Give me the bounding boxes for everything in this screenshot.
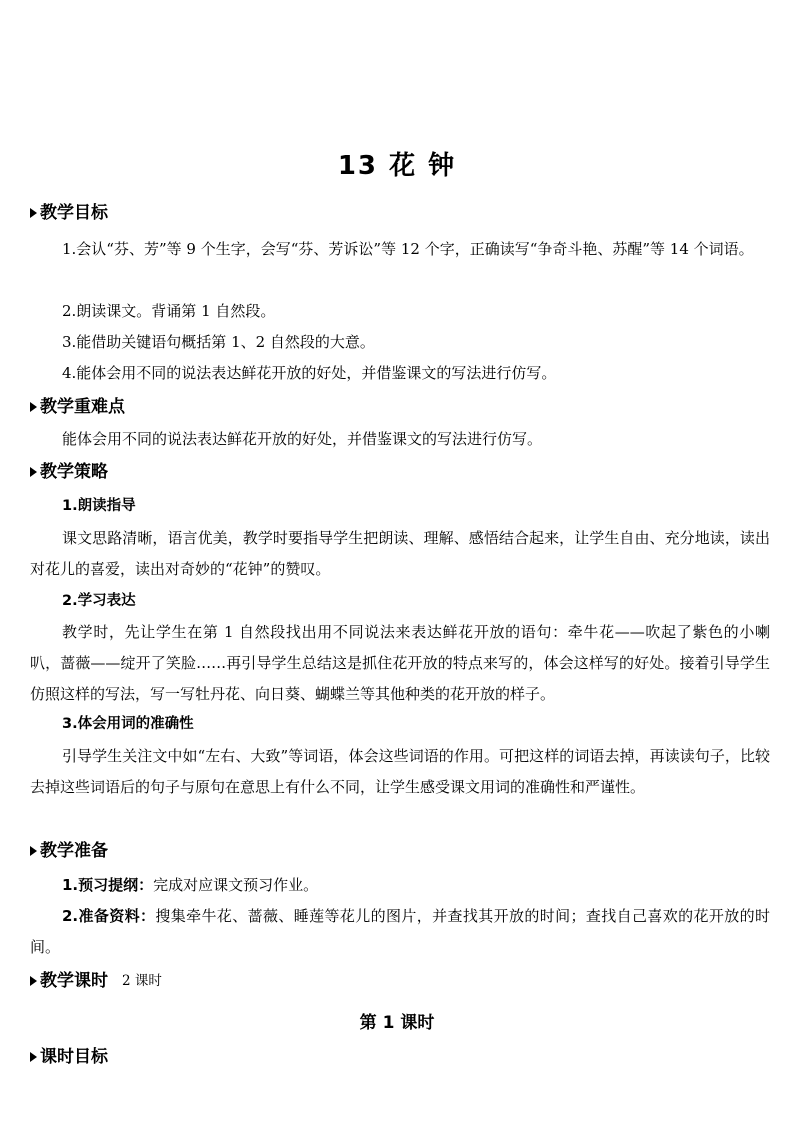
section-heading-key-points (30, 396, 125, 418)
section-heading-hours (30, 970, 162, 992)
strategy-text-2: 教学时，先让学生在第 1 自然段找出用不同说法来表达鲜花开放的语句：牵牛花——吹起了紫色的小喇叭，蔷薇——绽开了笑脸……再引导学生总结这是抓住花开放的特点来写的，体会这样写的好处。接着引导学生仿照这样的写法，写一写牡丹花、向日葵、蝴蝶兰等其他种类的花开放的样子。 (30, 623, 770, 703)
heading-text: 课时目标 (40, 1047, 108, 1067)
section-heading-goals (30, 202, 108, 224)
strategy-subheading-3: 3.体会用词的准确性 (62, 716, 194, 732)
triangle-bullet-icon (30, 846, 37, 856)
goal-item-2: 2.朗读课文。背诵第 1 自然段。 (62, 302, 276, 320)
goal-item-4: 4.能体会用不同的说法表达鲜花开放的好处，并借鉴课文的写法进行仿写。 (62, 364, 557, 382)
triangle-bullet-icon (30, 467, 37, 477)
prep-item-1 (30, 870, 770, 901)
section-heading-lesson-goals (30, 1046, 108, 1068)
strategy-text-3: 引导学生关注文中如“左右、大致”等词语，体会这些词语的作用。可把这样的词语去掉，再读读句子，比较去掉这些词语后的句子与原句在意思上有什么不同，让学生感受课文用词的准确性和严谨性。 (30, 747, 770, 796)
triangle-bullet-icon (30, 402, 37, 412)
prep-label-1: 1.预习提纲： (62, 876, 154, 894)
prep-text-1: 完成对应课文预习作业。 (153, 876, 319, 894)
prep-text-2: 搜集牵牛花、蔷薇、睡莲等花儿的图片，并查找其开放的时间；查找自己喜欢的花开放的时间。 (30, 907, 770, 956)
page-title: 13 花 钟 (337, 151, 457, 181)
lesson-heading: 第 1 课时 (359, 1013, 435, 1033)
triangle-bullet-icon (30, 1052, 37, 1062)
strategy-text-1: 课文思路清晰，语言优美，教学时要指导学生把朗读、理解、感悟结合起来，让学生自由、充分地读，读出对花儿的喜爱，读出对奇妙的“花钟”的赞叹。 (30, 529, 770, 578)
heading-text: 教学课时 (40, 971, 108, 991)
prep-item-2 (30, 901, 770, 963)
heading-text: 教学准备 (40, 841, 108, 861)
section-heading-strategy (30, 461, 108, 483)
section-heading-prep (30, 840, 108, 862)
prep-label-2: 2.准备资料： (62, 907, 156, 925)
strategy-subheading-1: 1.朗读指导 (62, 498, 136, 514)
strategy-subheading-2: 2.学习表达 (62, 593, 136, 609)
hours-value: 2 课时 (122, 973, 162, 989)
goal-item-3: 3.能借助关键语句概括第 1、2 自然段的大意。 (62, 333, 375, 351)
heading-text: 教学策略 (40, 462, 108, 482)
goal-item-1: 1.会认“芬、芳”等 9 个生字，会写“芬、芳诉讼”等 12 个字，正确读写“争奇斗艳、苏醒”等 14 个词语。 (62, 240, 754, 258)
heading-text: 教学目标 (40, 203, 108, 223)
key-points-text: 能体会用不同的说法表达鲜花开放的好处，并借鉴课文的写法进行仿写。 (62, 430, 543, 448)
heading-text: 教学重难点 (40, 397, 125, 417)
triangle-bullet-icon (30, 976, 37, 986)
triangle-bullet-icon (30, 208, 37, 218)
